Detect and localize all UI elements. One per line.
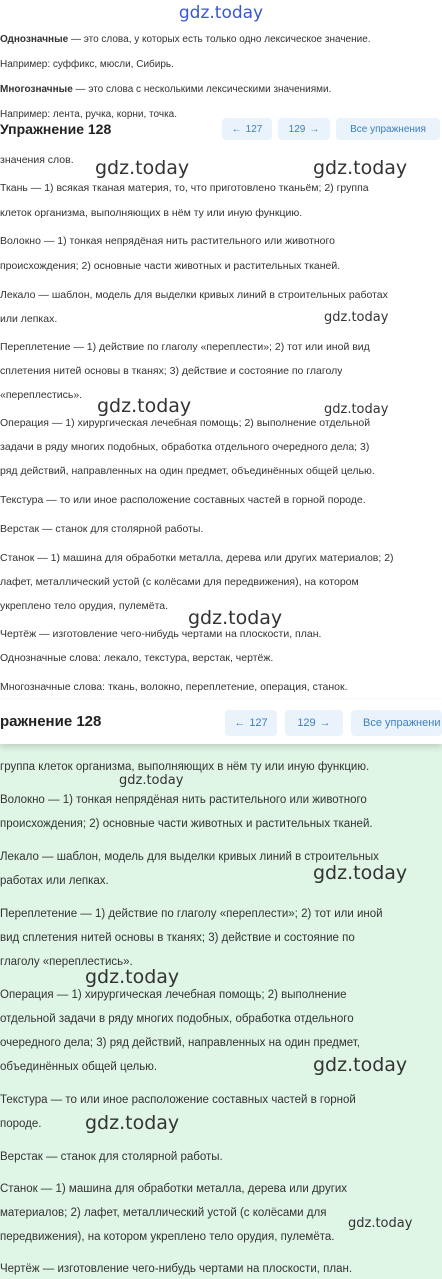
answer-line: группа клеток организма, выполняющих в нём ту или иную функцию. [0,761,370,773]
multi-text: — это слова с несколькими лексическими значениями. [72,84,332,95]
watermark-text: gdz.today [95,157,190,179]
watermark-text: gdz.today [119,773,184,788]
watermark-text: gdz.today [188,607,283,629]
answer-line: Станок — 1) машина для обработки металла, дерева или других материалов; 2) [0,552,394,564]
arrow-right-icon: → [319,717,331,729]
watermark-text: gdz.today [324,310,389,325]
answer-line: ряд действий, направленных на один предмет, объединённых общей целью. [0,465,375,477]
answer-line: Чертёж — изготовление чего-нибудь чертами на плоскости, план. [0,628,322,640]
answer-line: укреплено тело орудия, пулемёта. [0,600,169,612]
next-exercise-label: 129 [288,123,306,135]
answer-line: объединённых общей целью. [0,1061,158,1073]
all-exercises-button[interactable] [336,118,440,140]
single-text: — это слова, у которых есть только одно лексическое значение. [68,34,371,45]
watermark-text: gdz.today [313,862,408,884]
next-exercise-label: 129 [297,717,316,729]
answer-line: Станок — 1) машина для обработки металла, дерева или других [0,1183,348,1195]
all-exercises-button[interactable] [351,710,442,736]
single-definition [0,33,371,47]
answer-line: Волокно — 1) тонкая непрядёная нить растительного или животного [0,235,335,247]
answer-line: Чертёж — изготовление чего-нибудь чертами на плоскости, план. [0,1263,353,1275]
next-exercise-button[interactable] [278,118,330,140]
answer-line: материалов; 2) лафет, металлический устой (с колёсами для [0,1207,327,1219]
answer-line: Волокно — 1) тонкая непрядёная нить растительного или животного [0,794,367,806]
watermark-text: gdz.today [97,395,192,417]
answer-line: Верстак — станок для столярной работы. [0,523,204,535]
answer-line: вид сплетения нитей основы в тканях; 3) действие и состояние по [0,932,355,944]
answer-line: очередного дела; 3) ряд действий, направленных на один предмет, [0,1037,360,1049]
answer-line: породе. [0,1118,42,1130]
multi-term: Многозначные [0,84,73,95]
answer-line: задачи в ряду многих подобных, обработка отдельного очередного дела; 3) [0,441,370,453]
single-term: Однозначные [0,34,69,45]
answer-line: Переплетение — 1) действие по глаголу «переплести»; 2) тот или иной [0,908,383,920]
answer-line: значения слов. [0,154,74,166]
prev-exercise-button[interactable] [225,710,277,736]
answer-line: Многозначные слова: ткань, волокно, переплетение, операция, станок. [0,681,348,693]
answer-line: происхождения; 2) основные части животных и растительных тканей. [0,818,373,830]
prev-exercise-label: 127 [245,123,263,135]
answer-line: Лекало — шаблон, модель для выделки кривых линий в строительных работах [0,289,388,301]
answer-line: лафет, металлический устой (с колёсами для передвижения), на котором [0,576,359,588]
answer-line: работах или лепках. [0,875,109,887]
multi-example: Например: лента, ручка, корни, точка. [0,109,178,120]
answer-line: «переплестись». [0,389,83,401]
answer-line: Переплетение — 1) действие по глаголу «переплести»; 2) тот или иной вид [0,341,370,353]
next-exercise-button[interactable] [285,710,343,736]
answer-line: происхождения; 2) основные части животных и растительных тканей. [0,260,341,272]
answer-line: отдельной задачи в ряду многих подобных, обработка отдельного [0,1013,354,1025]
arrow-left-icon: ← [231,123,242,135]
answer-line: сплетения нитей основы в тканях; 3) действие и состояние по глаголу [0,365,343,377]
answer-line: Текстура — то или иное расположение составных частей в горной [0,1094,356,1106]
watermark-text: gdz.today [85,1112,180,1134]
watermark-text: gdz.today [324,402,389,417]
answer-line: Операция — 1) хирургическая лечебная помощь; 2) выполнение отдельной [0,417,371,429]
answer-line: Лекало — шаблон, модель для выделки кривых линий в строительных [0,851,379,863]
watermark-text: gdz.today [313,1054,408,1076]
multi-definition [0,83,331,97]
watermark-text: gdz.today [348,1216,413,1231]
single-example: Например: суффикс, мюсли, Сибирь. [0,59,174,70]
prev-exercise-button[interactable] [222,118,272,140]
all-exercises-label: Все упражнени [363,717,441,729]
answer-line: или лепках. [0,313,58,325]
answer-line: Верстак — станок для столярной работы. [0,1151,223,1163]
arrow-left-icon: ← [234,717,246,729]
answer-line: передвижения), на котором укреплено тело орудия, пулемёта. [0,1231,335,1243]
answer-line: Однозначные слова: лекало, текстура, верстак, чертёж. [0,652,274,664]
site-logo[interactable]: gdz.today [178,3,264,23]
answer-line: Ткань — 1) всякая тканая материя, то, что приготовлено тканьём; 2) группа [0,182,369,194]
watermark-text: gdz.today [313,157,408,179]
arrow-right-icon: → [309,123,320,135]
watermark-text: gdz.today [85,966,180,988]
answer-line: Операция — 1) хирургическая лечебная помощь; 2) выполнение [0,989,347,1001]
all-exercises-label: Все упражнения [350,123,426,135]
prev-exercise-label: 127 [249,717,268,729]
answer-line: глаголу «переплестись». [0,956,133,968]
exercise-title: ражнение 128 [0,713,102,730]
exercise-title: Упражнение 128 [0,121,112,137]
answer-line: клеток организма, выполняющих в нём ту или иную функцию. [0,207,303,219]
answer-line: Текстура — то или иное расположение составных частей в горной породе. [0,494,366,506]
